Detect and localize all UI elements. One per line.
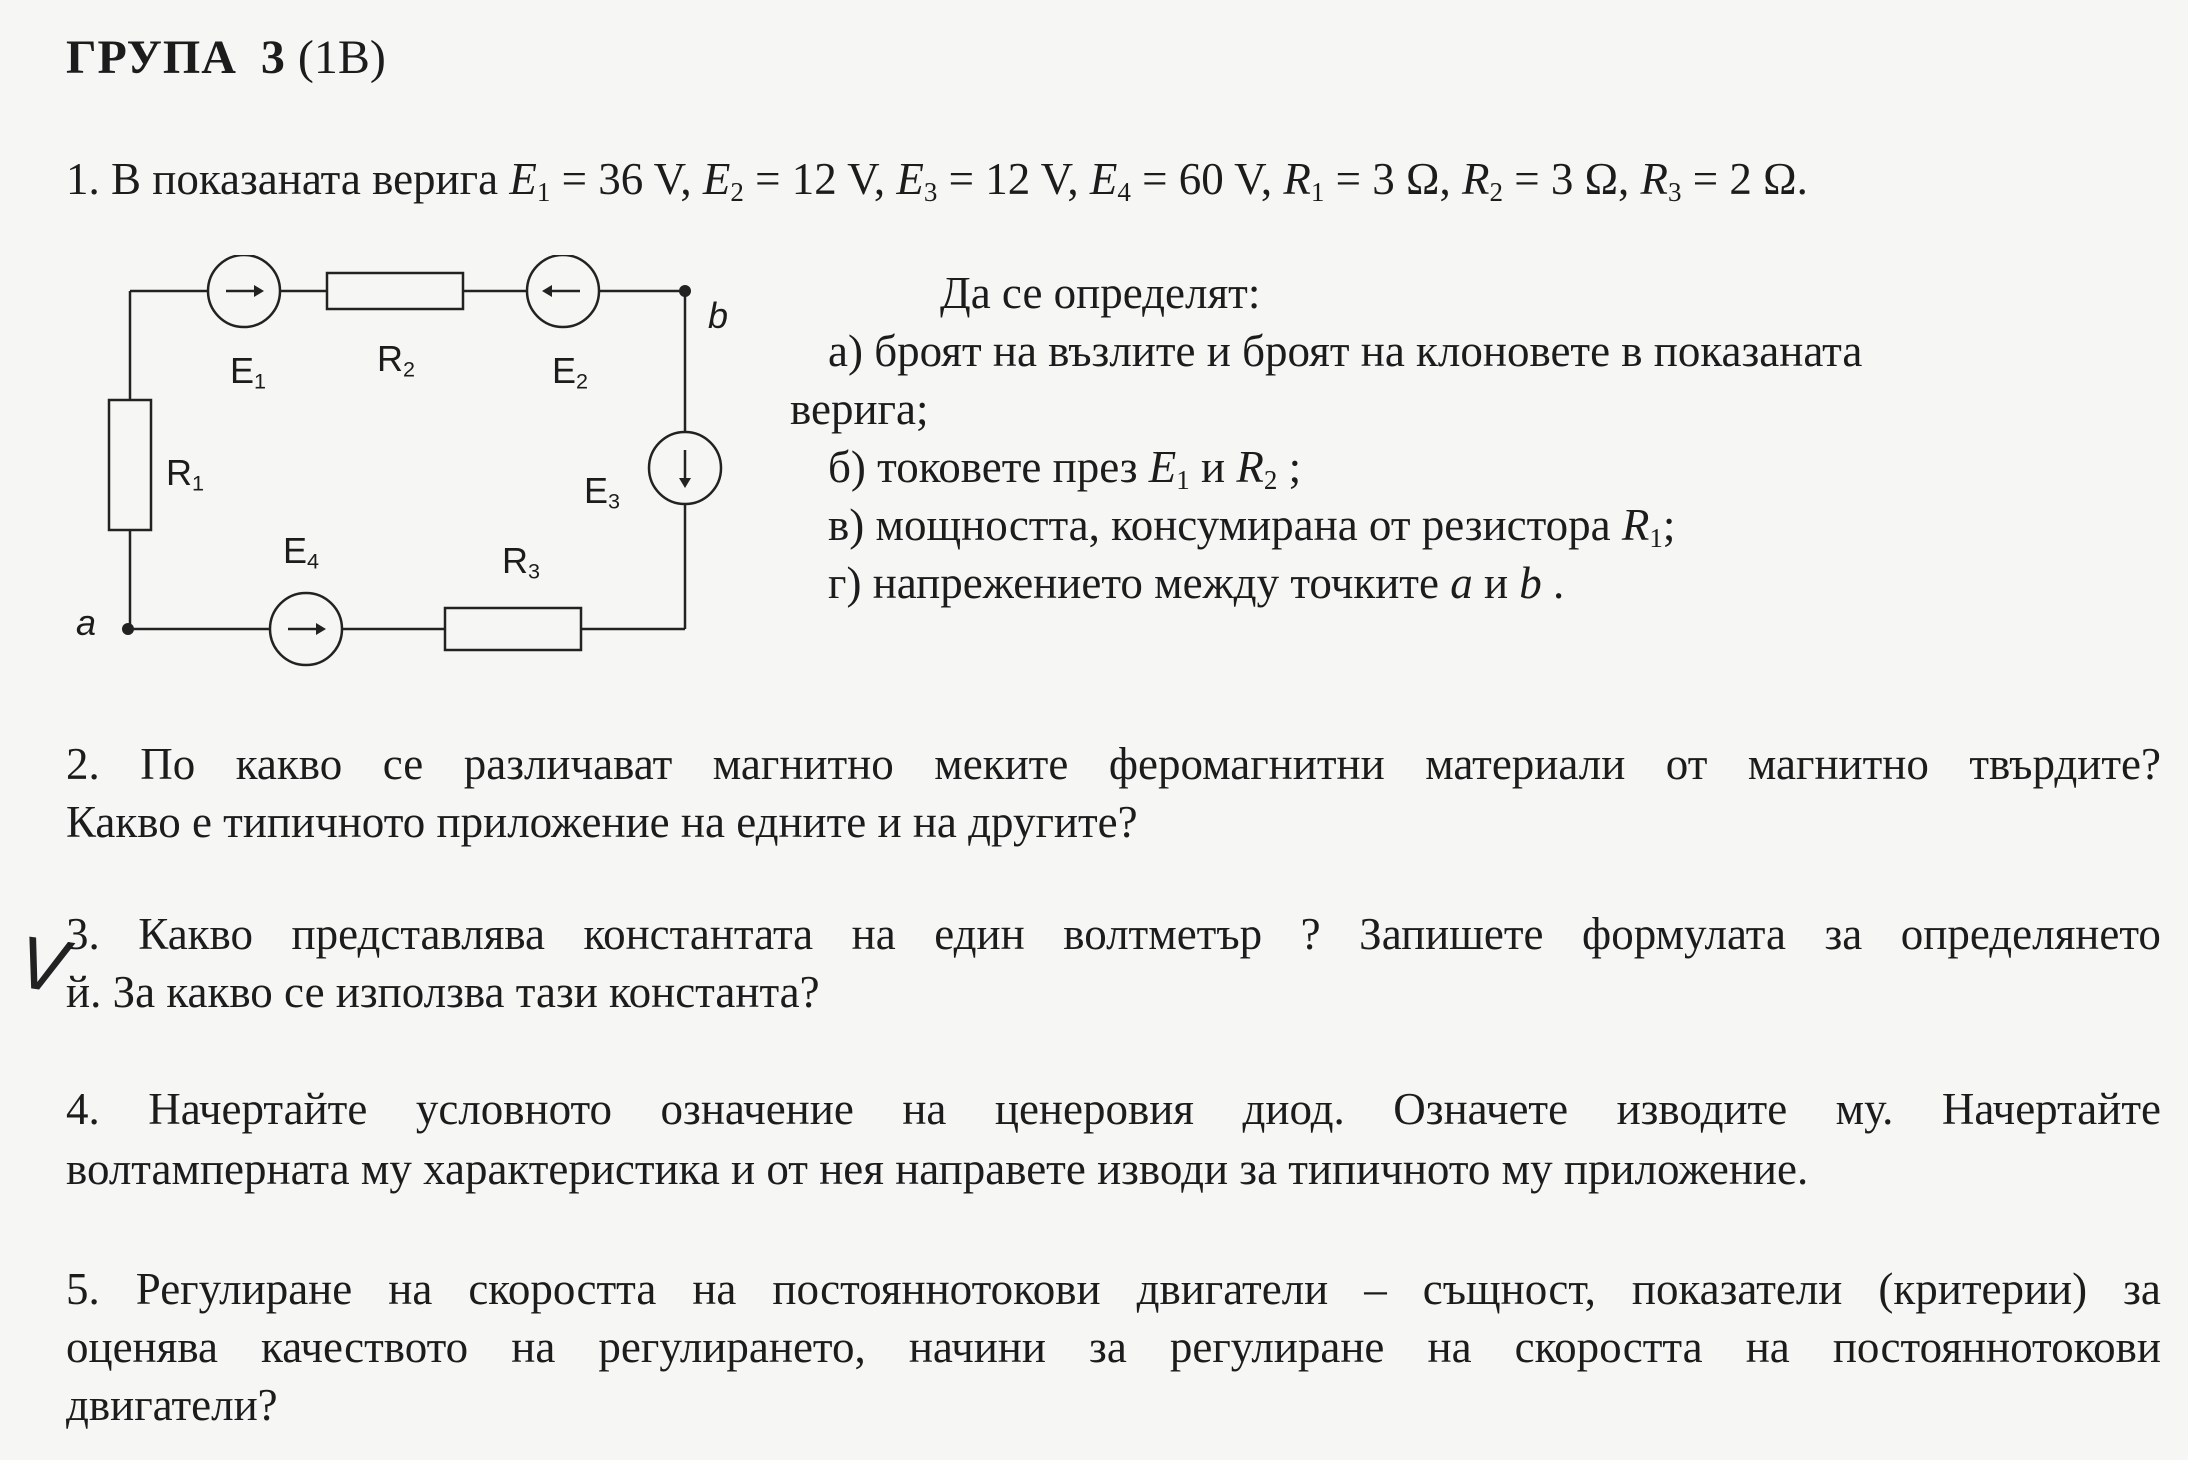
word: означение: [660, 1084, 854, 1134]
word: постояннотокови: [1832, 1322, 2161, 1372]
q3-line2: й. За какво се използва тази константа?: [66, 967, 820, 1017]
label-r3: $R_3$: [502, 540, 541, 584]
word: скоростта: [1514, 1322, 1703, 1372]
label-e1: $E_1$: [230, 350, 267, 394]
q5-line1: [66, 1260, 2161, 1318]
word: на: [1745, 1322, 1790, 1372]
word: условното: [415, 1084, 613, 1134]
arrowhead-e3: [679, 478, 691, 488]
word: на: [692, 1264, 737, 1314]
word: двигатели: [1136, 1264, 1329, 1314]
label-r1: $R_1$: [166, 452, 205, 496]
word: меките: [934, 739, 1069, 789]
word: магнитно: [712, 739, 894, 789]
word: регулирането,: [598, 1322, 866, 1372]
q1-value: $E_2 = 12$ V,: [702, 154, 897, 207]
word: По: [140, 739, 196, 789]
word: изводите: [1616, 1084, 1788, 1134]
word: (критерии): [1878, 1264, 2088, 1314]
word: твърдите?: [1969, 739, 2161, 789]
word: Запишете: [1359, 909, 1544, 959]
q1-statement: [66, 150, 1808, 208]
q1-value: $R_1 = 3$ Ω,: [1283, 154, 1462, 207]
word: за: [1089, 1322, 1127, 1372]
q1-value: $E_1 = 36$ V,: [509, 154, 703, 207]
q1-value: $E_4 = 60$ V,: [1089, 154, 1284, 207]
word: 3.: [66, 909, 100, 959]
label-r2: $R_2$: [377, 338, 416, 382]
word: 4.: [66, 1084, 100, 1134]
resistor-r2: [327, 273, 463, 309]
q1-value: $E_3 = 12$ V,: [896, 154, 1090, 207]
q1-value: $R_3 = 2$ Ω.: [1640, 154, 1808, 207]
word: Начертайте: [1941, 1084, 2161, 1134]
q1-value: $R_2 = 3$ Ω,: [1461, 154, 1641, 207]
word: на: [851, 909, 896, 959]
label-e4: $E_4$: [283, 530, 320, 574]
word: скоростта: [468, 1264, 657, 1314]
word: за: [2123, 1264, 2161, 1314]
q2-line1: [66, 735, 2161, 793]
word: магнитно: [1747, 739, 1929, 789]
q1-item-a-line1: а) броят на възлите и броят на клоновете в показаната: [828, 326, 1863, 376]
group-code: (1В): [297, 31, 386, 84]
word: му.: [1835, 1084, 1894, 1134]
word: на: [902, 1084, 947, 1134]
word: постояннотокови: [772, 1264, 1101, 1314]
label-node-a: a: [76, 602, 97, 643]
word: константата: [583, 909, 814, 959]
arrowhead-e1: [254, 285, 264, 297]
word: материали: [1425, 739, 1626, 789]
node-a-dot: [122, 623, 134, 635]
word: ?: [1300, 909, 1321, 959]
group-number: 3: [260, 31, 286, 84]
group-title: [66, 30, 386, 85]
word: се: [382, 739, 424, 789]
word: Означете: [1393, 1084, 1569, 1134]
resistor-r1: [109, 400, 151, 530]
arrowhead-e2: [542, 285, 552, 297]
arrowhead-e4: [316, 623, 326, 635]
q1-intro: 1. В показаната верига: [66, 154, 499, 204]
word: начини: [908, 1322, 1046, 1372]
word: 5.: [66, 1264, 100, 1314]
q1-item-g: г) напрежението между точките a и b .: [828, 558, 1565, 608]
word: определянето: [1900, 909, 2161, 959]
margin-check-mark: V: [14, 922, 74, 1010]
word: на: [388, 1264, 433, 1314]
word: оценява: [66, 1322, 218, 1372]
circuit-diagram: [60, 255, 760, 675]
word: Начертайте: [148, 1084, 368, 1134]
word: Регулиране: [135, 1264, 353, 1314]
word: волтметър: [1063, 909, 1263, 959]
word: на: [1427, 1322, 1472, 1372]
q1-determine: Да се определят:: [940, 268, 1261, 318]
q2-line2: Какво е типичното приложение на едните и на другите?: [66, 797, 1138, 847]
resistor-r3: [445, 608, 581, 650]
word: –: [1364, 1264, 1387, 1314]
q5-line3: двигатели?: [66, 1380, 278, 1430]
word: същност,: [1422, 1264, 1596, 1314]
word: от: [1665, 739, 1708, 789]
word: регулиране: [1169, 1322, 1385, 1372]
label-e3: $E_3$: [584, 470, 621, 514]
word: Какво: [138, 909, 253, 959]
q1-item-b: б) токовете през $E_1$ и $R_2$ ;: [828, 442, 1302, 495]
word: един: [934, 909, 1025, 959]
word: показатели: [1631, 1264, 1843, 1314]
q1-item-v: в) мощността, консумирана от резистора $R_1$;: [828, 500, 1676, 553]
word: какво: [235, 739, 343, 789]
q4-line1: [66, 1080, 2161, 1138]
q1-values: [509, 154, 1808, 207]
group-word: ГРУПА: [66, 31, 237, 84]
word: качеството: [261, 1322, 469, 1372]
q1-item-a-line2: верига;: [790, 384, 929, 434]
word: различават: [463, 739, 673, 789]
q5-line2: [66, 1318, 2161, 1376]
word: формулата: [1582, 909, 1786, 959]
word: представлява: [291, 909, 545, 959]
word: феромагнитни: [1108, 739, 1385, 789]
q3-line1: [66, 905, 2161, 963]
word: диод.: [1242, 1084, 1345, 1134]
label-e2: $E_2$: [552, 350, 589, 394]
word: ценеровия: [994, 1084, 1194, 1134]
label-node-b: b: [708, 295, 729, 336]
word: 2.: [66, 739, 100, 789]
node-b-dot: [679, 285, 691, 297]
q4-line2: волтамперната му характеристика и от нея направете изводи за типичното му приложение.: [66, 1144, 1809, 1194]
word: на: [511, 1322, 556, 1372]
word: за: [1824, 909, 1863, 959]
